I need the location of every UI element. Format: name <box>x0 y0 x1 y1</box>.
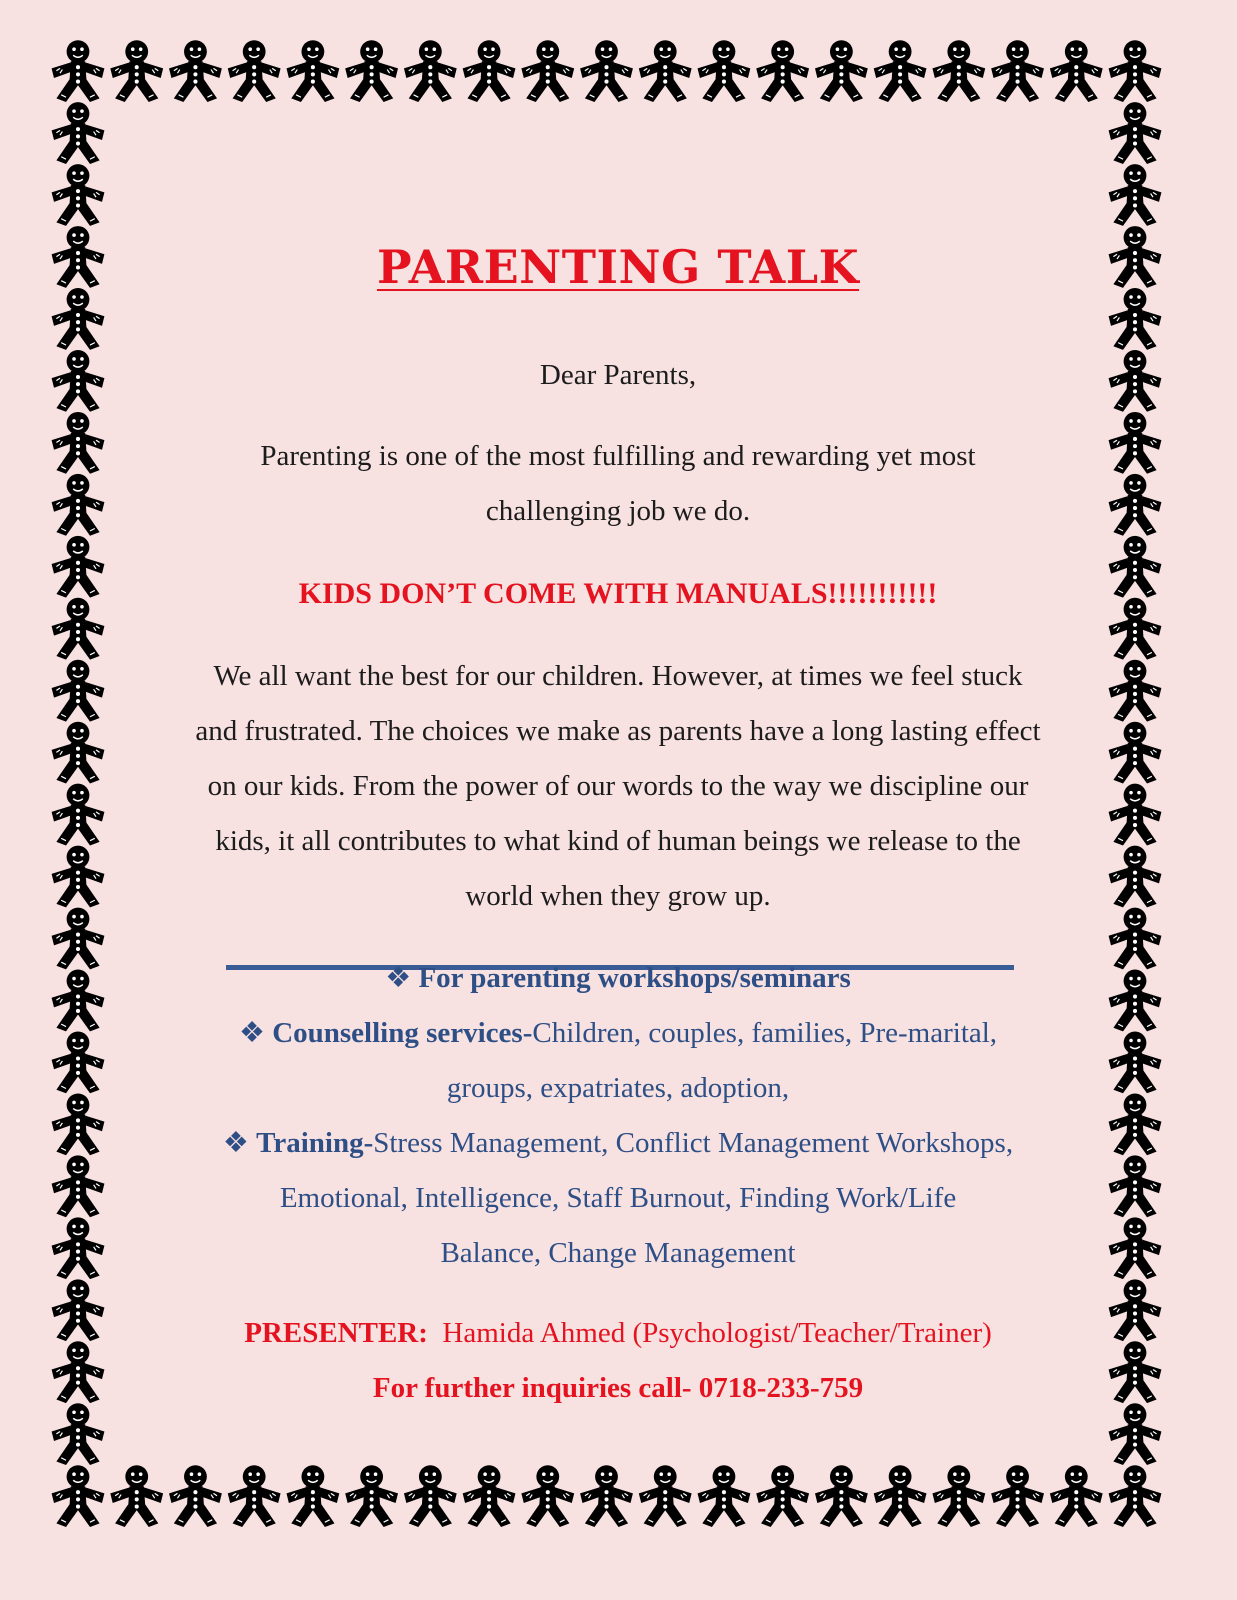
gingerbread-man-icon <box>1109 1032 1162 1094</box>
contact-line: For further inquiries call- 0718-233-759 <box>372 1372 864 1404</box>
service-counselling-text: Children, couples, families, Pre-marital, <box>532 1017 998 1049</box>
gingerbread-man-icon <box>52 1032 105 1094</box>
service-counselling-label: Counselling services- <box>272 1017 533 1049</box>
gingerbread-man-icon <box>286 40 339 102</box>
gingerbread-man-icon <box>345 1465 398 1527</box>
greeting: Dear Parents, <box>539 359 697 391</box>
gingerbread-man-icon <box>1109 1465 1162 1527</box>
body-line-3: on our kids. From the power of our words to the way we discipline our <box>207 770 1029 802</box>
gingerbread-man-icon <box>1109 102 1162 164</box>
gingerbread-man-icon <box>991 40 1044 102</box>
gingerbread-man-icon <box>52 102 105 164</box>
gingerbread-man-icon <box>815 40 868 102</box>
gingerbread-man-icon <box>1109 660 1162 722</box>
gingerbread-man-icon <box>228 1465 281 1527</box>
gingerbread-man-icon <box>52 1217 105 1279</box>
gingerbread-man-icon <box>52 598 105 660</box>
gingerbread-man-icon <box>52 970 105 1032</box>
service-training-continued-2: Balance, Change Management <box>440 1237 796 1269</box>
gingerbread-man-icon <box>52 1279 105 1341</box>
gingerbread-man-icon <box>52 164 105 226</box>
gingerbread-man-icon <box>521 40 574 102</box>
gingerbread-man-icon <box>1109 722 1162 784</box>
service-workshops-label: For parenting workshops/seminars <box>418 962 851 994</box>
service-training-continued-1: Emotional, Intelligence, Staff Burnout, Finding Work/Life <box>279 1182 957 1214</box>
gingerbread-man-icon <box>345 40 398 102</box>
gingerbread-man-icon <box>110 1465 163 1527</box>
gingerbread-man-icon <box>1109 1155 1162 1217</box>
gingerbread-man-icon <box>1109 474 1162 536</box>
gingerbread-man-icon <box>1109 1403 1162 1465</box>
presenter-label: PRESENTER: <box>244 1317 428 1349</box>
page-title: PARENTING TALK <box>376 240 860 294</box>
service-training-label: Training- <box>256 1127 374 1159</box>
gingerbread-man-icon <box>404 40 457 102</box>
gingerbread-man-icon <box>463 1465 516 1527</box>
gingerbread-man-icon <box>580 1465 633 1527</box>
gingerbread-man-icon <box>1109 350 1162 412</box>
gingerbread-man-icon <box>932 1465 985 1527</box>
gingerbread-man-icon <box>874 1465 927 1527</box>
gingerbread-man-icon <box>1109 288 1162 350</box>
gingerbread-man-icon <box>1050 1465 1103 1527</box>
gingerbread-man-icon <box>932 40 985 102</box>
gingerbread-man-icon <box>1109 908 1162 970</box>
gingerbread-man-icon <box>52 1403 105 1465</box>
gingerbread-man-icon <box>110 40 163 102</box>
slogan: KIDS DON’T COME WITH MANUALS!!!!!!!!!!! <box>298 577 938 610</box>
gingerbread-man-icon <box>52 226 105 288</box>
service-item-training <box>120 1115 1116 1171</box>
gingerbread-man-icon <box>52 288 105 350</box>
service-counselling-continued: groups, expatriates, adoption, <box>446 1072 790 1104</box>
gingerbread-man-icon <box>228 40 281 102</box>
diamond-bullet-icon: ❖ <box>385 962 412 994</box>
gingerbread-man-icon <box>52 784 105 846</box>
gingerbread-man-icon <box>1109 164 1162 226</box>
gingerbread-man-icon <box>1109 1093 1162 1155</box>
body-line-1: We all want the best for our children. However, at times we feel stuck <box>213 660 1023 692</box>
gingerbread-man-icon <box>52 660 105 722</box>
gingerbread-man-icon <box>52 1093 105 1155</box>
diamond-bullet-icon: ❖ <box>238 1017 265 1049</box>
gingerbread-man-icon <box>52 350 105 412</box>
gingerbread-man-icon <box>52 40 105 102</box>
gingerbread-man-icon <box>52 846 105 908</box>
gingerbread-man-icon <box>580 40 633 102</box>
gingerbread-man-icon <box>52 1341 105 1403</box>
body-line-2: and frustrated. The choices we make as parents have a long lasting effect <box>195 715 1041 747</box>
gingerbread-man-icon <box>52 474 105 536</box>
intro-line-2: challenging job we do. <box>485 495 751 527</box>
gingerbread-man-icon <box>169 1465 222 1527</box>
gingerbread-man-icon <box>169 40 222 102</box>
gingerbread-man-icon <box>639 40 692 102</box>
gingerbread-man-icon <box>1109 970 1162 1032</box>
gingerbread-man-icon <box>521 1465 574 1527</box>
intro-line-1: Parenting is one of the most fulfilling and rewarding yet most <box>260 440 976 472</box>
gingerbread-man-icon <box>404 1465 457 1527</box>
gingerbread-man-icon <box>756 1465 809 1527</box>
gingerbread-man-icon <box>1109 846 1162 908</box>
gingerbread-man-icon <box>1109 40 1162 102</box>
presenter-name: Hamida Ahmed (Psychologist/Teacher/Trainer) <box>442 1317 992 1349</box>
gingerbread-man-icon <box>1109 536 1162 598</box>
gingerbread-man-icon <box>1109 784 1162 846</box>
gingerbread-man-icon <box>756 40 809 102</box>
gingerbread-man-icon <box>52 412 105 474</box>
gingerbread-man-icon <box>991 1465 1044 1527</box>
service-item-workshops <box>120 950 1116 1006</box>
service-training-text: Stress Management, Conflict Management Workshops, <box>373 1127 1014 1159</box>
body-line-5: world when they grow up. <box>465 880 771 912</box>
gingerbread-man-icon <box>698 40 751 102</box>
gingerbread-man-icon <box>639 1465 692 1527</box>
service-item-counselling <box>120 1005 1116 1061</box>
gingerbread-man-icon <box>52 536 105 598</box>
body-line-4: kids, it all contributes to what kind of human beings we release to the <box>215 825 1021 857</box>
gingerbread-man-icon <box>1109 598 1162 660</box>
gingerbread-man-icon <box>52 1465 105 1527</box>
presenter-line <box>120 1305 1116 1361</box>
gingerbread-man-icon <box>52 722 105 784</box>
gingerbread-man-icon <box>52 908 105 970</box>
gingerbread-man-icon <box>1109 412 1162 474</box>
gingerbread-man-icon <box>1109 226 1162 288</box>
gingerbread-man-icon <box>874 40 927 102</box>
gingerbread-man-icon <box>698 1465 751 1527</box>
gingerbread-man-icon <box>1109 1279 1162 1341</box>
gingerbread-man-icon <box>1050 40 1103 102</box>
gingerbread-man-icon <box>815 1465 868 1527</box>
gingerbread-man-icon <box>286 1465 339 1527</box>
gingerbread-man-icon <box>463 40 516 102</box>
gingerbread-man-icon <box>1109 1341 1162 1403</box>
gingerbread-man-icon <box>52 1155 105 1217</box>
diamond-bullet-icon: ❖ <box>222 1127 249 1159</box>
gingerbread-man-icon <box>1109 1217 1162 1279</box>
